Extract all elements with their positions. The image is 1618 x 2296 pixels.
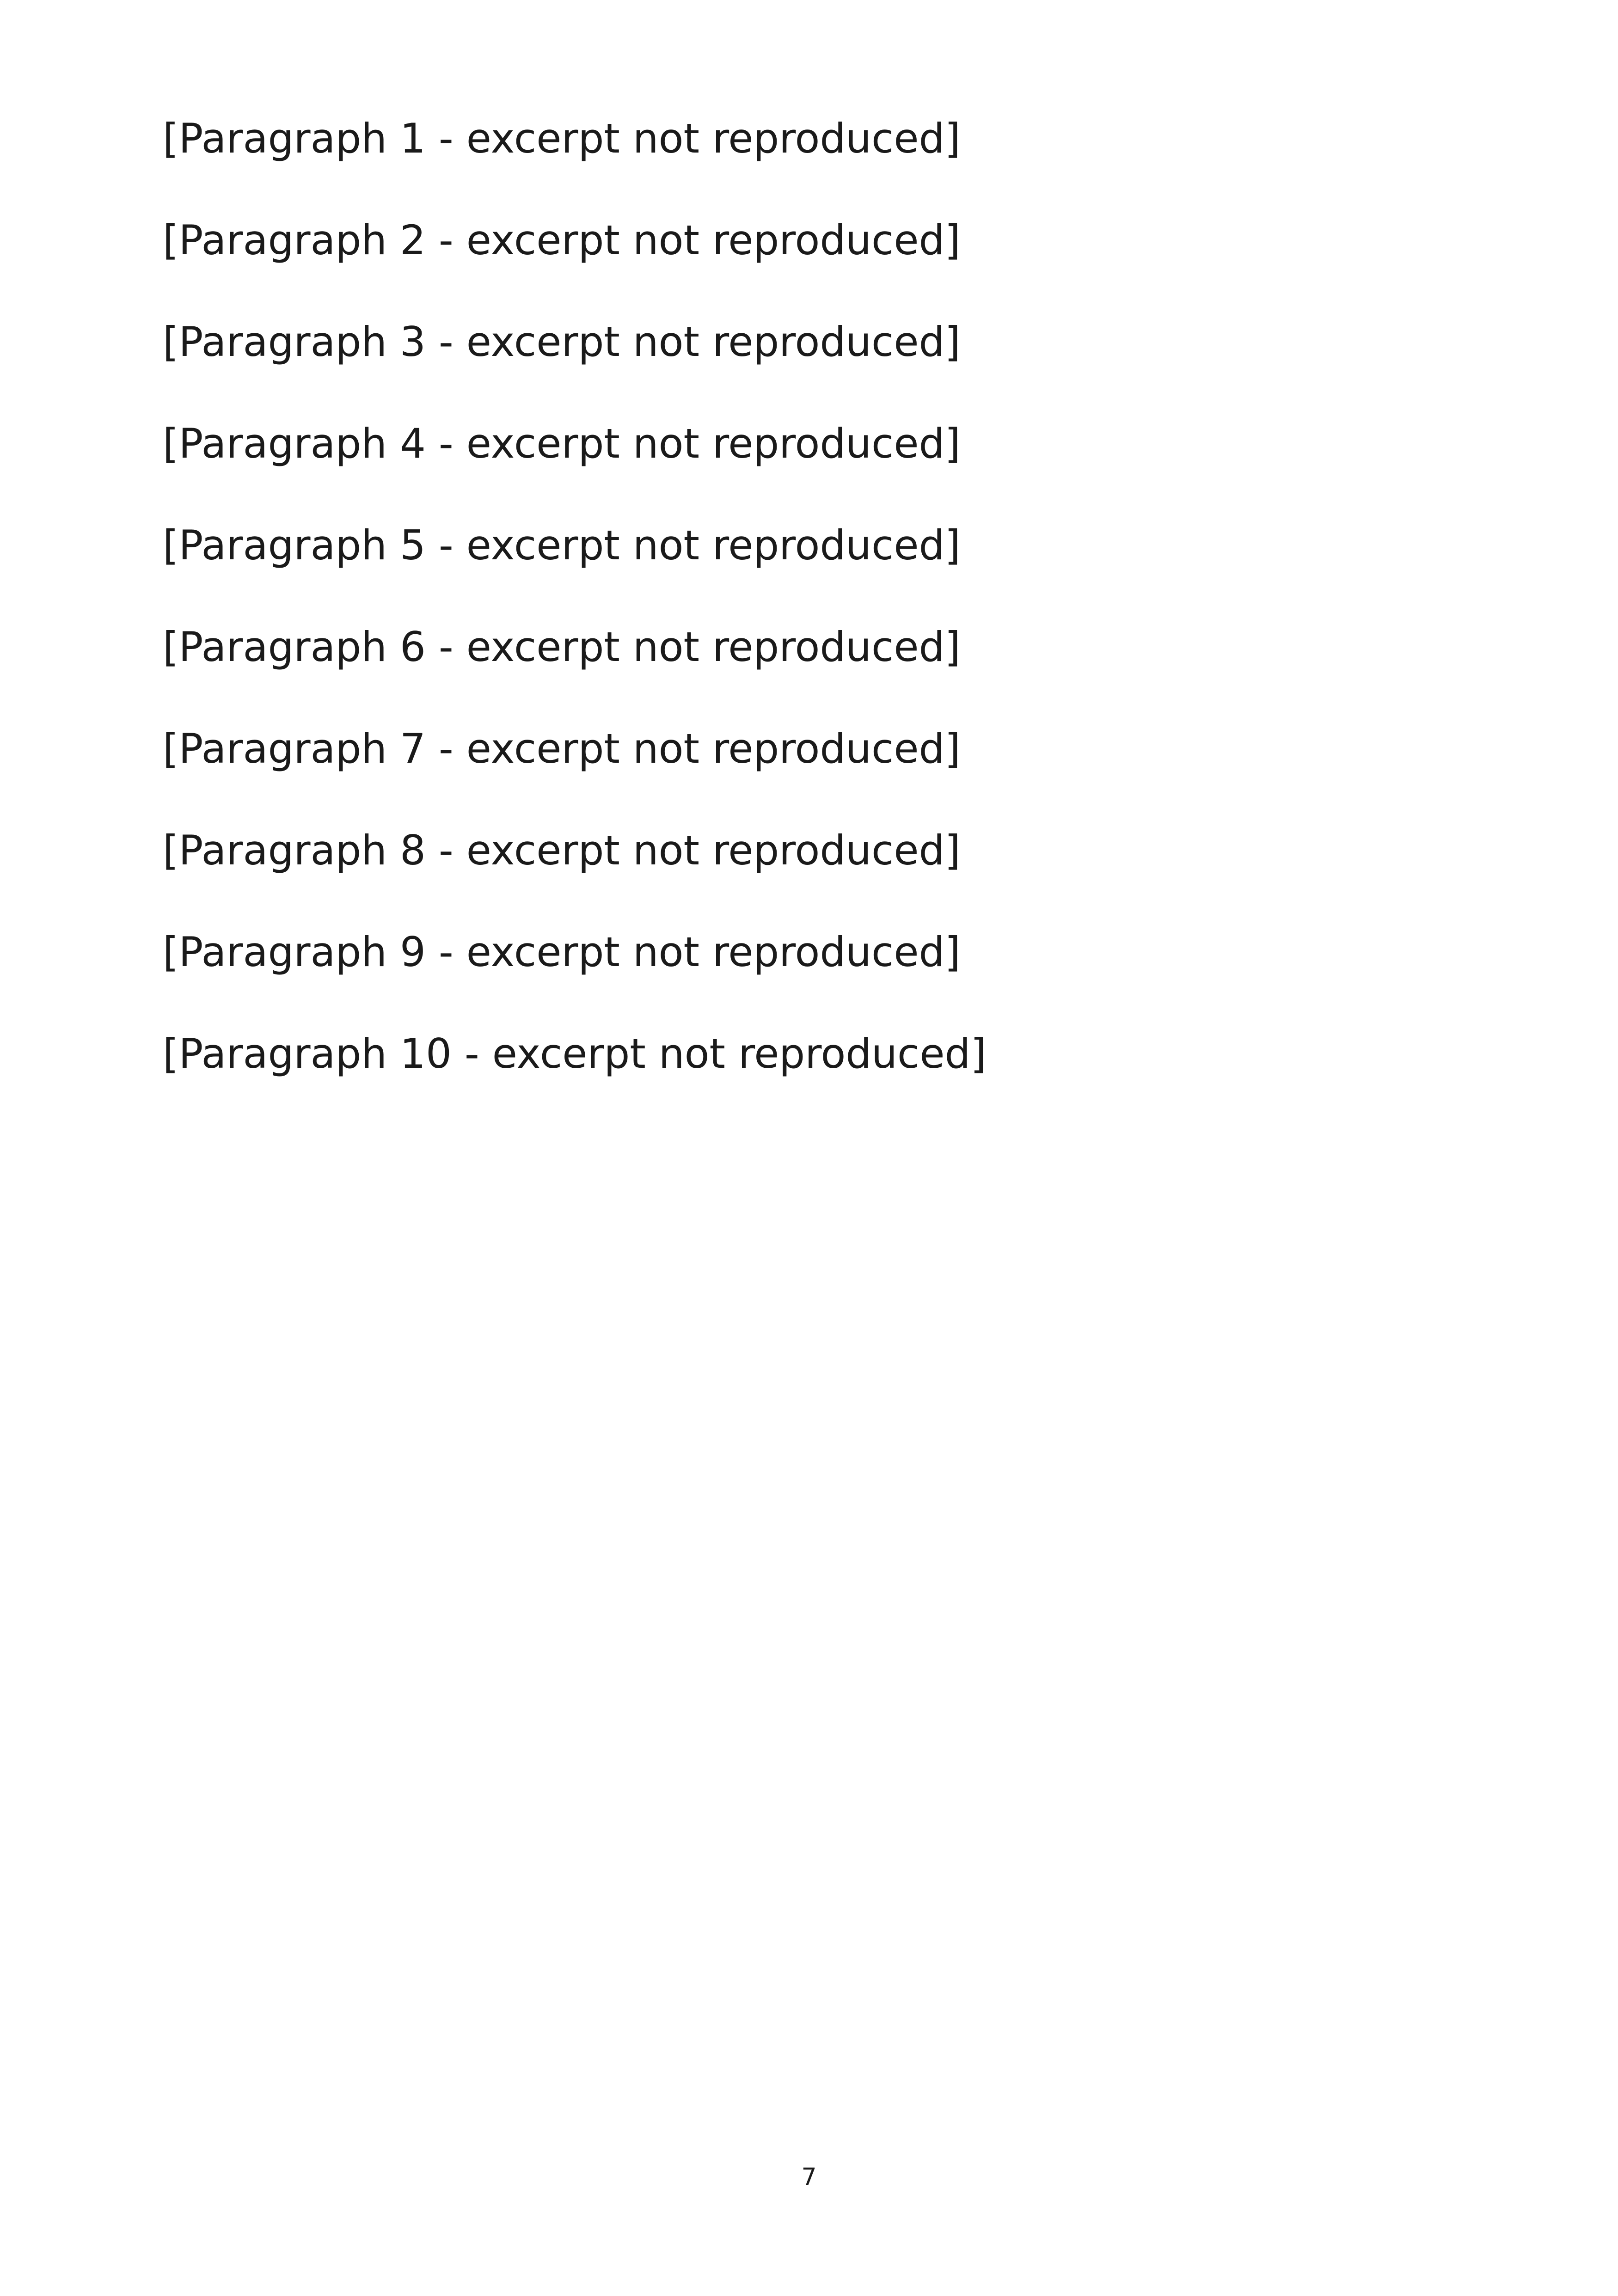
paragraph: [Paragraph 5 - excerpt not reproduced] xyxy=(163,521,961,569)
paragraph: [Paragraph 3 - excerpt not reproduced] xyxy=(163,318,961,366)
paragraph: [Paragraph 1 - excerpt not reproduced] xyxy=(163,115,961,162)
paragraph: [Paragraph 2 - excerpt not reproduced] xyxy=(163,216,961,264)
paragraph: [Paragraph 9 - excerpt not reproduced] xyxy=(163,928,961,976)
paragraph: [Paragraph 7 - excerpt not reproduced] xyxy=(163,725,961,772)
paragraph: [Paragraph 10 - excerpt not reproduced] xyxy=(163,1030,987,1078)
paragraph: [Paragraph 6 - excerpt not reproduced] xyxy=(163,623,961,671)
paragraph: [Paragraph 8 - excerpt not reproduced] xyxy=(163,827,961,874)
paragraph: [Paragraph 4 - excerpt not reproduced] xyxy=(163,420,961,467)
page-number: 7 xyxy=(801,2163,817,2191)
page-body xyxy=(163,106,1494,1123)
